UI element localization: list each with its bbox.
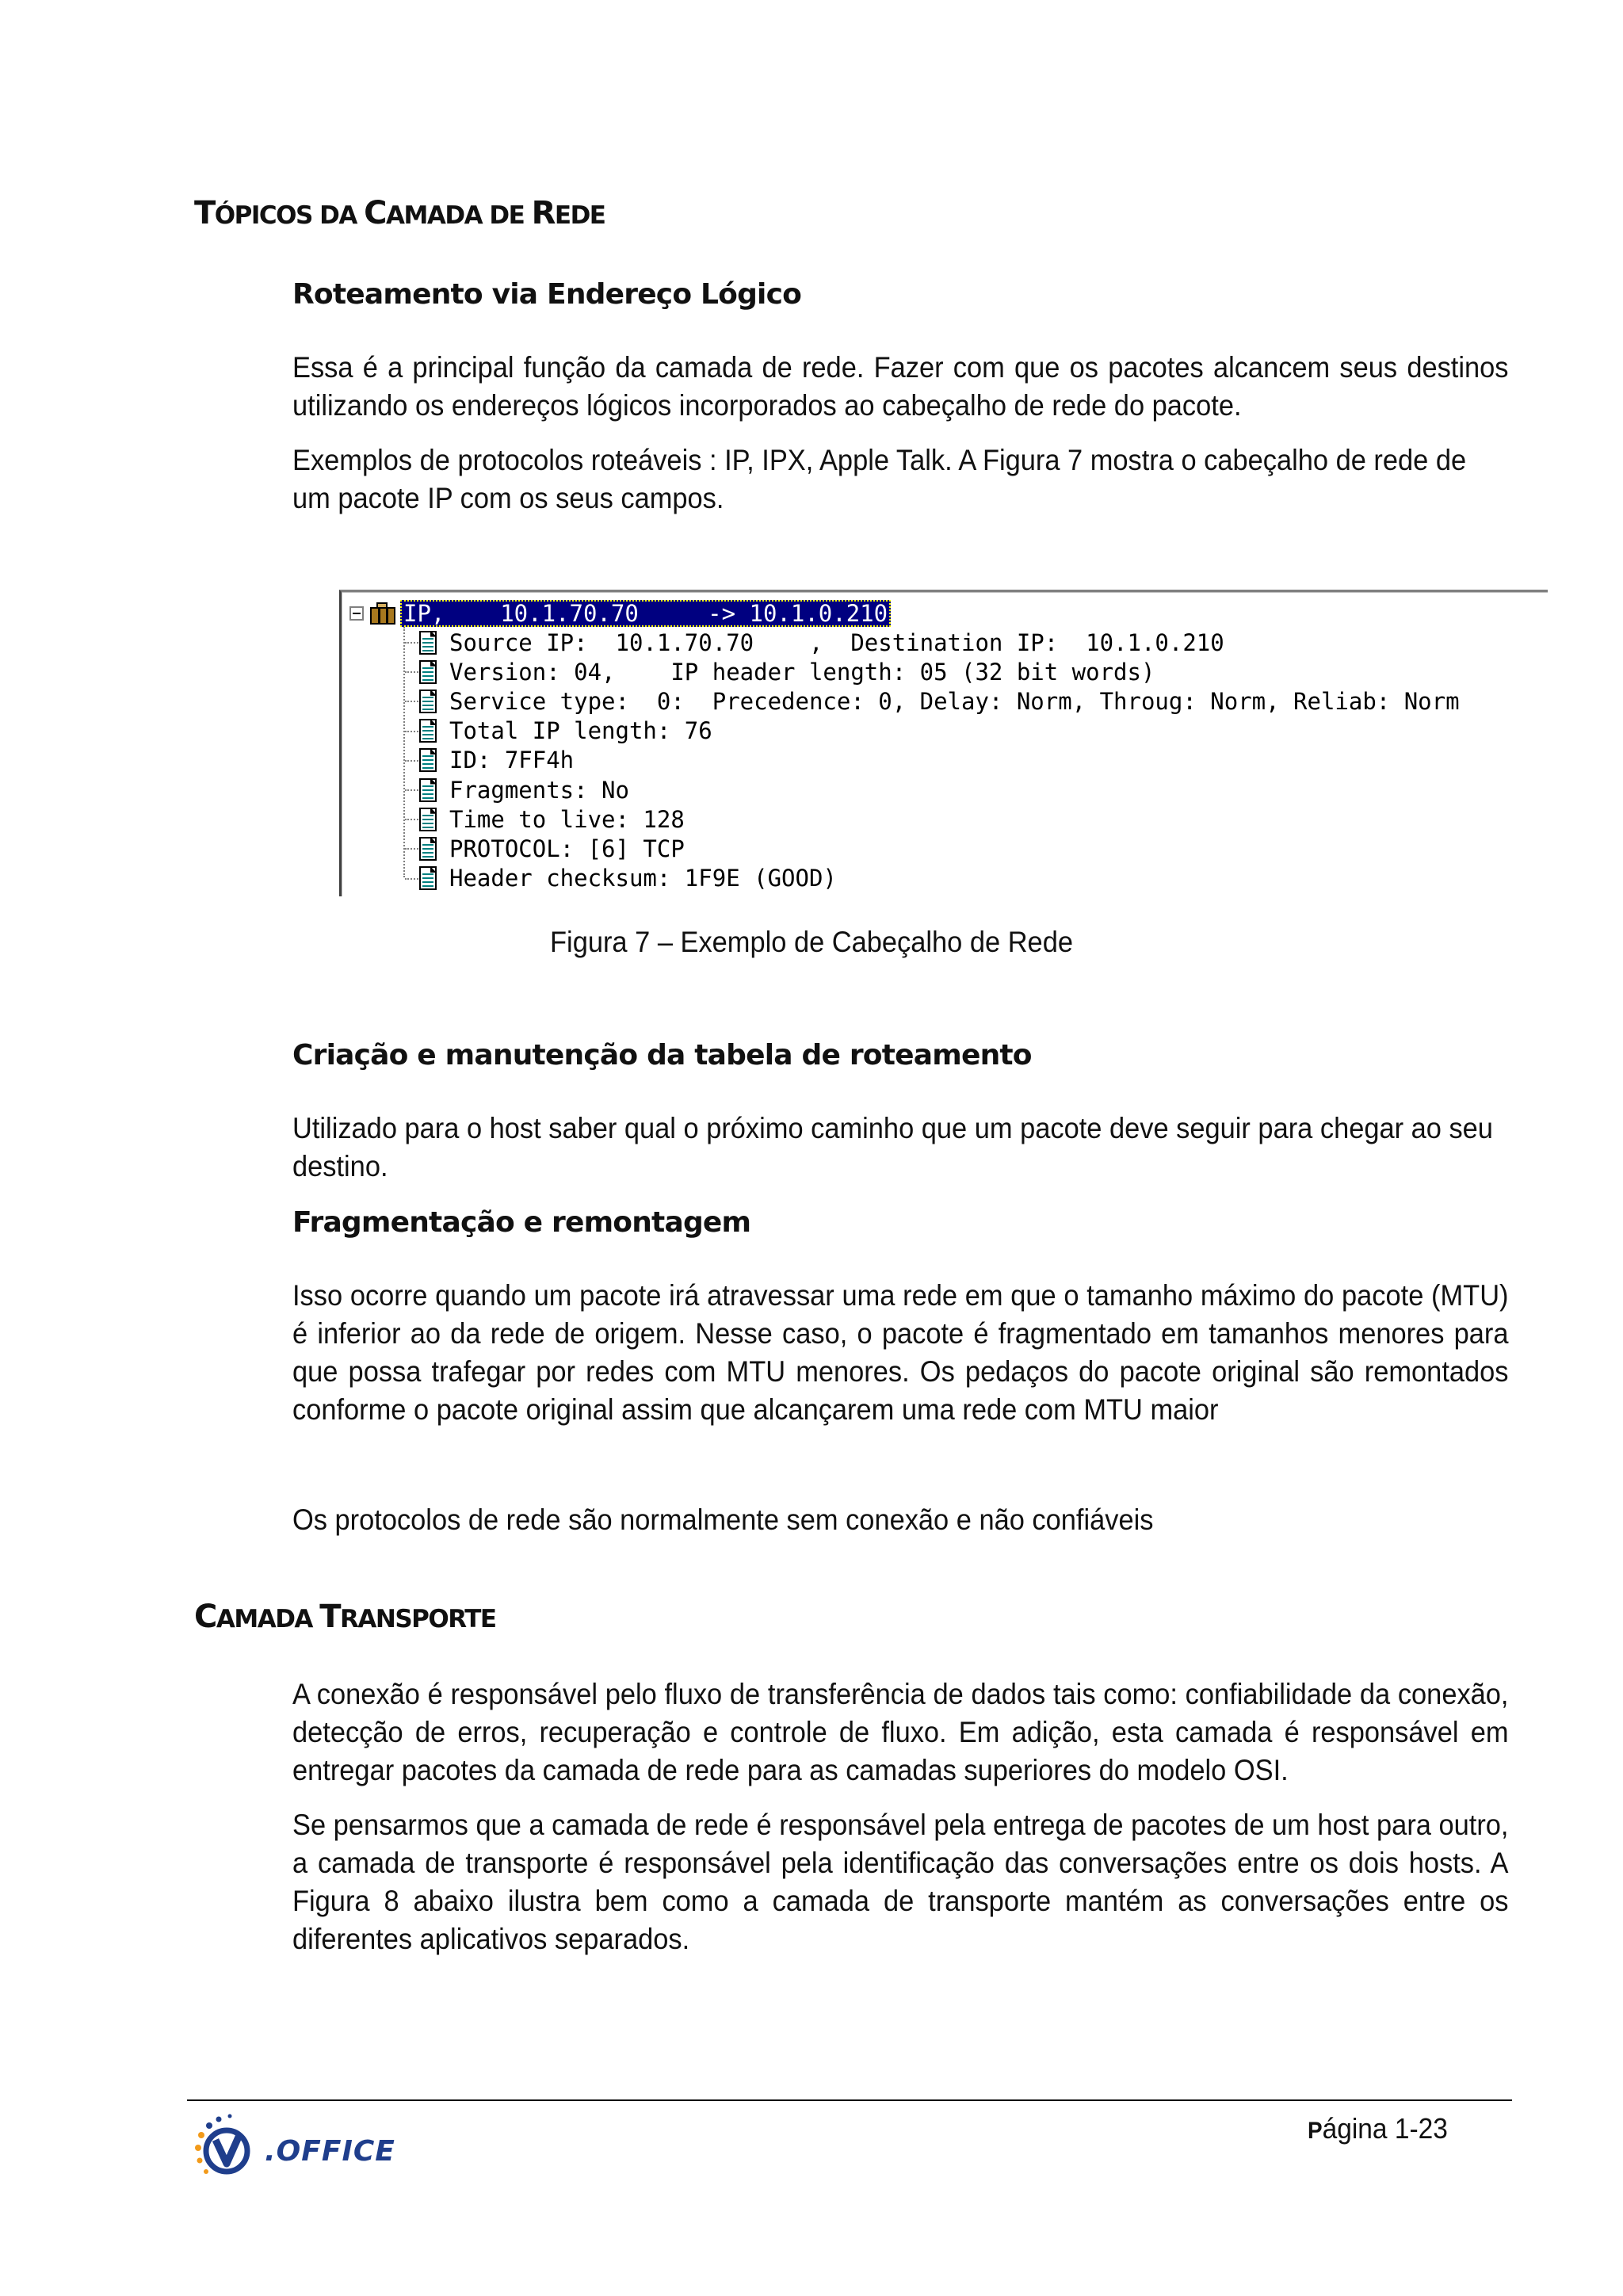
document-icon	[418, 630, 438, 655]
paragraph: Isso ocorre quando um pacote irá atravessar uma rede em que o tamanho máximo do pacote (MTU) é inferior ao da rede de origem. Nesse caso, o pacote é fragmentado em tamanhos menores para que possa trafegar por redes com MTU menores. Os pedaços do pacote original são remontados conforme o pacote original assim que alcançarem uma rede com MTU maior	[292, 1279, 1509, 1426]
tree-field-label: Source IP: 10.1.70.70 , Destination IP: 10.1.0.210	[449, 628, 1224, 656]
tree-field-label: Total IP length: 76	[449, 717, 712, 745]
paragraph: Os protocolos de rede são normalmente sem conexão e não confiáveis	[292, 1503, 1154, 1536]
heading-letter: T	[319, 1599, 341, 1635]
document-icon	[418, 689, 438, 714]
figure-caption: Figura 7 – Exemplo de Cabeçalho de Rede	[550, 926, 1073, 958]
document-icon	[418, 777, 438, 803]
tree-field-label: ID: 7FF4h	[449, 747, 575, 774]
heading-text: EDE	[554, 201, 605, 230]
tree-field-row[interactable]	[418, 657, 1155, 686]
heading-text: AMADA	[216, 1605, 320, 1633]
tree-field-row[interactable]	[418, 804, 685, 834]
paragraph: A conexão é responsável pelo fluxo de transferência de dados tais como: confiabilidade da conexão, detecção de erros, recuperação e controle de fluxo. Em adição, esta camada é responsável em entregar pacotes da camada de rede para as camadas superiores do modelo OSI.	[292, 1678, 1509, 1786]
collapse-icon[interactable]	[349, 606, 364, 621]
heading-letter: T	[194, 195, 215, 231]
tree-field-row[interactable]	[418, 746, 574, 775]
heading-text: AMADA DE	[386, 201, 532, 230]
page-label: ágina 1-23	[1322, 2112, 1448, 2145]
tree-field-row[interactable]	[418, 628, 1224, 657]
heading-letter: C	[194, 1599, 216, 1635]
page-number	[1308, 2112, 1448, 2145]
document-icon	[418, 836, 438, 861]
briefcase-icon	[369, 602, 397, 625]
tree-connector	[403, 627, 405, 877]
section-heading-transport-layer	[194, 1599, 496, 1635]
document-icon	[418, 747, 438, 773]
tree-field-row[interactable]	[418, 775, 629, 804]
document-icon	[418, 718, 438, 743]
tree-field-label: Version: 04, IP header length: 05 (32 bit words)	[449, 658, 1155, 686]
paragraph: Essa é a principal função da camada de rede. Fazer com que os pacotes alcancem seus destinos utilizando os endereços lógicos incorporados ao cabeçalho de rede do pacote.	[292, 351, 1509, 422]
document-icon	[418, 865, 438, 891]
footer-divider	[187, 2099, 1512, 2101]
subheading-fragmentation: Fragmentação e remontagem	[292, 1206, 751, 1239]
subheading-logical-routing: Roteamento via Endereço Lógico	[292, 278, 802, 311]
tree-root-label: IP, 10.1.70.70 -> 10.1.0.210	[400, 600, 891, 627]
heading-letter: C	[364, 195, 387, 231]
tree-field-label: Service type: 0: Precedence: 0, Delay: Norm, Throug: Norm, Reliab: Norm	[449, 687, 1460, 715]
ip-header-tree-view	[339, 590, 1548, 896]
tree-field-label: Header checksum: 1F9E (GOOD)	[449, 865, 837, 892]
subheading-routing-table: Criação e manutenção da tabela de roteamento	[292, 1039, 1032, 1072]
tree-field-row[interactable]	[418, 864, 837, 893]
tree-field-label: Time to live: 128	[449, 805, 685, 833]
section-heading-network-layer	[194, 195, 605, 231]
tree-field-row[interactable]	[418, 716, 712, 746]
heading-text: ÓPICOS DA	[214, 201, 365, 230]
logo-wordmark: .OFFICE	[265, 2135, 395, 2168]
paragraph: Utilizado para o host saber qual o próximo caminho que um pacote deve seguir para chegar ao seu destino.	[292, 1112, 1493, 1182]
tree-field-row[interactable]	[418, 686, 1460, 716]
heading-text: RANSPORTE	[340, 1605, 496, 1633]
tree-field-label: PROTOCOL: [6] TCP	[449, 835, 685, 862]
heading-letter: R	[531, 195, 555, 231]
tree-root-ip[interactable]	[349, 598, 891, 628]
document-icon	[418, 659, 438, 685]
tree-field-row[interactable]	[418, 834, 685, 863]
voffice-logo-icon	[192, 2111, 265, 2183]
tree-field-label: Fragments: No	[449, 776, 629, 804]
paragraph: Se pensarmos que a camada de rede é responsável pela entrega de pacotes de um host para outro, a camada de transporte é responsável pela identificação das conversações entre os dois hosts. A Figura 8 abaixo ilustra bem como a camada de transporte mantém as conversações entre os diferentes aplicativos separados.	[292, 1809, 1509, 1955]
page-prefix: P	[1308, 2118, 1323, 2144]
paragraph: Exemplos de protocolos roteáveis : IP, IPX, Apple Talk. A Figura 7 mostra o cabeçalho de rede de um pacote IP com os seus campos.	[292, 444, 1467, 514]
voffice-logo	[192, 2111, 395, 2183]
document-icon	[418, 807, 438, 832]
